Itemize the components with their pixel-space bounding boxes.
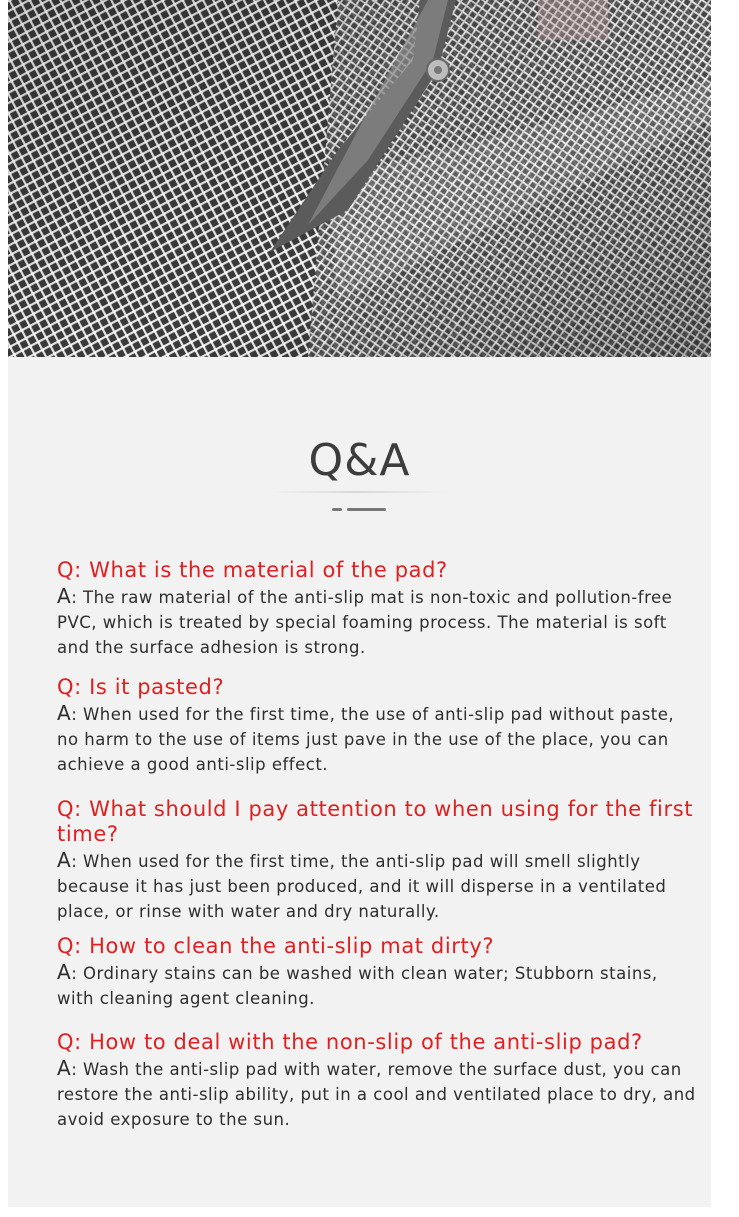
answer-text: : When used for the first time, the anti-slip pad will smell slightly because it has just been produced, and it will disperse in a ventilated place, or rinse with water and dry naturally. (57, 852, 667, 921)
question: Q: How to deal with the non-slip of the anti-slip pad? (57, 1030, 643, 1054)
answer-mark: A (57, 960, 72, 984)
answer (57, 584, 697, 660)
answer-text: : Wash the anti-slip pad with water, remove the surface dust, you can restore the anti-slip ability, put in a cool and ventilated place to dry, and avoid exposure to the sun. (57, 1060, 696, 1129)
title-accent-bar (347, 508, 386, 511)
answer-mark: A (57, 584, 72, 608)
answer-mark: A (57, 701, 72, 725)
question: Q: Is it pasted? (57, 675, 225, 699)
answer (57, 1056, 697, 1132)
answer (57, 960, 697, 1011)
question: Q: How to clean the anti-slip mat dirty? (57, 934, 495, 958)
mesh-mat-photo (8, 0, 711, 357)
answer-mark: A (57, 848, 72, 872)
answer-text: : When used for the first time, the use of anti-slip pad without paste, no harm to the use of items just pave in the use of the place, you can achieve a good anti-slip effect. (57, 705, 675, 774)
product-photo (8, 0, 711, 357)
qa-item (57, 1030, 697, 1132)
section-title: Q&A (308, 435, 411, 486)
answer (57, 848, 697, 924)
qa-section (8, 357, 711, 1207)
answer-text: : Ordinary stains can be washed with clean water; Stubborn stains, with cleaning agent cleaning. (57, 964, 658, 1008)
answer (57, 701, 697, 777)
title-divider (268, 491, 448, 493)
question: Q: What is the material of the pad? (57, 558, 448, 582)
qa-item (57, 558, 697, 660)
answer-mark: A (57, 1056, 72, 1080)
qa-item (57, 797, 697, 924)
answer-text: : The raw material of the anti-slip mat is non-toxic and pollution-free PVC, which is treated by special foaming process. The material is soft and the surface adhesion is strong. (57, 588, 673, 657)
qa-item (57, 675, 697, 777)
question: Q: What should I pay attention to when using for the first time? (57, 797, 694, 846)
title-accent-dot (332, 508, 342, 511)
qa-item (57, 934, 697, 1011)
